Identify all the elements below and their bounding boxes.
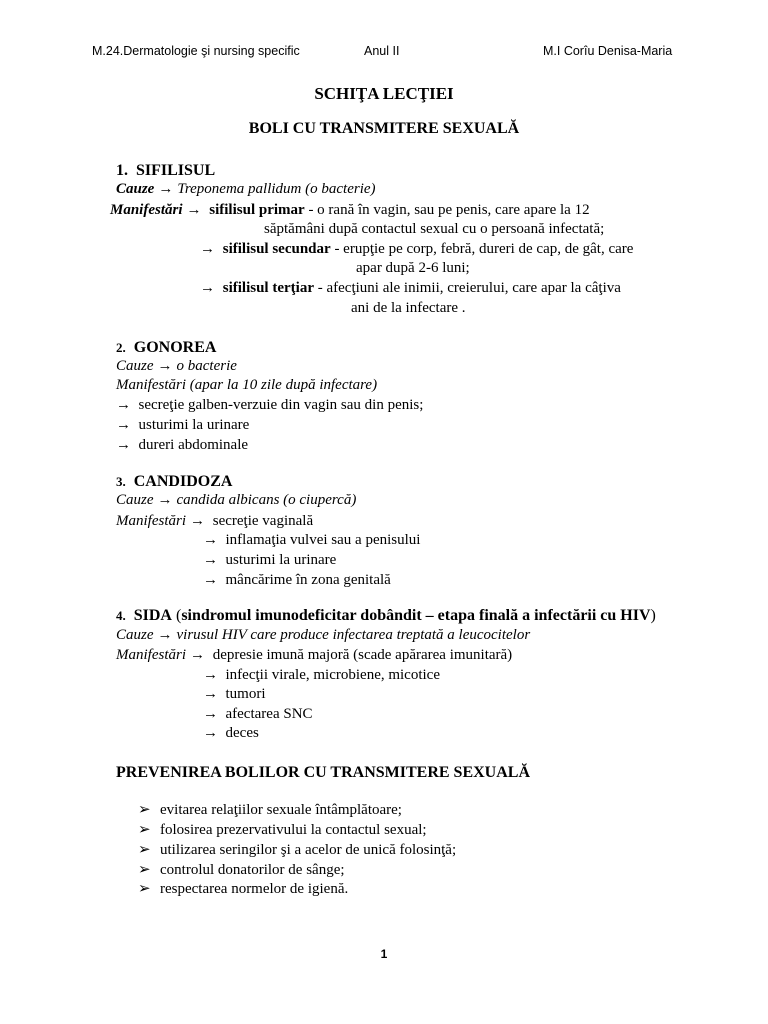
list-item-text: controlul donatorilor de sânge; — [160, 862, 345, 878]
list-item-text: depresie imună majoră (scade apărarea imunitară) — [212, 647, 513, 663]
list-item — [116, 416, 249, 435]
arrow-icon: → — [190, 513, 205, 529]
header-author: M.I Corîu Denisa-Maria — [543, 44, 673, 58]
section-number: 4. — [116, 608, 126, 623]
continuation-line: săptămâni după contactul sexual cu o persoană infectată; — [264, 221, 605, 237]
list-item — [138, 821, 427, 840]
arrow-icon: → — [203, 667, 218, 683]
list-item-text: afectarea SNC — [225, 706, 313, 722]
list-item — [138, 880, 348, 899]
list-item-text: usturimi la urinare — [138, 417, 250, 433]
page-subtitle: BOLI CU TRANSMITERE SEXUALĂ — [248, 120, 520, 137]
manifestation-item — [196, 279, 621, 298]
section-heading — [116, 161, 215, 180]
arrowhead-bullet-icon: ➢ — [138, 842, 151, 858]
manifestations-line — [116, 646, 512, 665]
arrow-icon: → — [116, 417, 131, 433]
causes-label: Cauze — [116, 358, 154, 374]
causes-line — [116, 357, 237, 376]
arrow-icon: → — [203, 572, 218, 588]
header-module: M.24.Dermatologie şi nursing specific — [92, 44, 300, 58]
causes-text: o bacterie — [176, 358, 237, 374]
manifestations-label: Manifestări — [116, 513, 186, 529]
section-number: 1. — [116, 162, 128, 179]
arrow-icon: → — [200, 280, 215, 296]
arrow-icon: → — [203, 686, 218, 702]
causes-text: candida albicans (o ciupercă) — [176, 492, 357, 508]
list-item — [203, 531, 420, 550]
arrow-icon: → — [203, 532, 218, 548]
list-item-text: respectarea normelor de igienă. — [160, 881, 349, 897]
arrowhead-bullet-icon: ➢ — [138, 802, 151, 818]
section-number: 3. — [116, 474, 126, 489]
manifestations-label: Manifestări — [116, 647, 186, 663]
causes-label: Cauze — [116, 627, 154, 643]
section-title: SIDA — [133, 607, 172, 624]
causes-line — [116, 491, 356, 510]
list-item-text: secreţie vaginală — [212, 513, 314, 529]
term-description: - afecţiuni ale inimii, creierului, care apar la câţiva — [313, 280, 621, 296]
list-item-text: secreţie galben-verzuie din vagin sau din penis; — [138, 397, 424, 413]
arrow-icon: → — [203, 725, 218, 741]
causes-text: Treponema pallidum (o bacterie) — [177, 181, 376, 197]
section-title: CANDIDOZA — [133, 473, 233, 490]
arrowhead-bullet-icon: ➢ — [138, 881, 151, 897]
arrow-icon: → — [157, 627, 173, 643]
causes-line — [116, 626, 530, 645]
term-description: - erupţie pe corp, febră, dureri de cap, de gât, care — [330, 241, 634, 257]
paren-close: ) — [650, 607, 656, 624]
list-item-text: evitarea relaţiilor sexuale întâmplătoare; — [160, 802, 402, 818]
list-item — [138, 801, 402, 820]
list-item-text: usturimi la urinare — [225, 552, 337, 568]
section-heading — [116, 338, 216, 357]
causes-label: Cauze — [116, 181, 155, 197]
manifestations-label: Manifestări (apar la 10 zile după infectare) — [116, 377, 378, 393]
arrow-icon: → — [116, 397, 131, 413]
term: sifilisul primar — [209, 202, 305, 218]
list-item — [203, 551, 336, 570]
arrow-icon: → — [203, 552, 218, 568]
section-heading — [116, 606, 656, 625]
page-number: 1 — [380, 947, 388, 961]
list-item-text: utilizarea seringilor şi a acelor de unică folosinţă; — [160, 842, 457, 858]
section-number: 2. — [116, 340, 126, 355]
arrow-icon: → — [116, 437, 131, 453]
list-item-text: infecţii virale, microbiene, micotice — [225, 667, 440, 683]
term: sifilisul terţiar — [222, 280, 314, 296]
list-item — [138, 841, 456, 860]
list-item-text: mâncărime în zona genitală — [225, 572, 391, 588]
manifestations-line — [110, 201, 590, 220]
arrow-icon: → — [157, 358, 173, 374]
arrow-icon: → — [186, 202, 202, 218]
list-item — [203, 666, 440, 685]
list-item — [116, 396, 423, 415]
arrowhead-bullet-icon: ➢ — [138, 862, 151, 878]
arrow-icon: → — [200, 241, 215, 257]
manifestation-item — [196, 240, 633, 259]
arrow-icon: → — [190, 647, 205, 663]
manifestations-line — [116, 512, 313, 531]
list-item-text: tumori — [225, 686, 266, 702]
prevention-title: PREVENIREA BOLILOR CU TRANSMITERE SEXUALĂ — [116, 764, 531, 781]
arrowhead-bullet-icon: ➢ — [138, 822, 151, 838]
list-item-text: dureri abdominale — [138, 437, 249, 453]
list-item — [203, 571, 391, 590]
section-subtitle: sindromul imunodeficitar dobândit – etapa finală a infectării cu HIV — [181, 607, 651, 624]
list-item-text: inflamaţia vulvei sau a penisului — [225, 532, 421, 548]
term: sifilisul secundar — [222, 241, 331, 257]
continuation-line: ani de la infectare . — [351, 300, 466, 316]
term-description: - o rană în vagin, sau pe penis, care apare la 12 — [304, 202, 590, 218]
section-title: GONOREA — [133, 339, 217, 356]
arrow-icon: → — [158, 181, 174, 197]
causes-text: virusul HIV care produce infectarea treptată a leucocitelor — [176, 627, 531, 643]
list-item-text: folosirea prezervativului la contactul sexual; — [160, 822, 427, 838]
arrow-icon: → — [157, 492, 173, 508]
list-item-text: deces — [225, 725, 259, 741]
arrow-icon: → — [203, 706, 218, 722]
header-year: Anul II — [364, 44, 400, 58]
page-title: SCHIŢA LECŢIEI — [314, 84, 454, 103]
section-title: SIFILISUL — [136, 162, 216, 179]
list-item — [138, 861, 345, 880]
list-item — [203, 724, 259, 743]
paren-open: ( — [171, 607, 182, 624]
list-item — [203, 705, 313, 724]
causes-label: Cauze — [116, 492, 154, 508]
causes-line — [116, 180, 376, 199]
manifestations-label: Manifestări — [110, 202, 183, 218]
list-item — [203, 685, 266, 704]
list-item — [116, 436, 248, 455]
section-heading — [116, 472, 232, 491]
continuation-line: apar după 2-6 luni; — [356, 260, 470, 276]
